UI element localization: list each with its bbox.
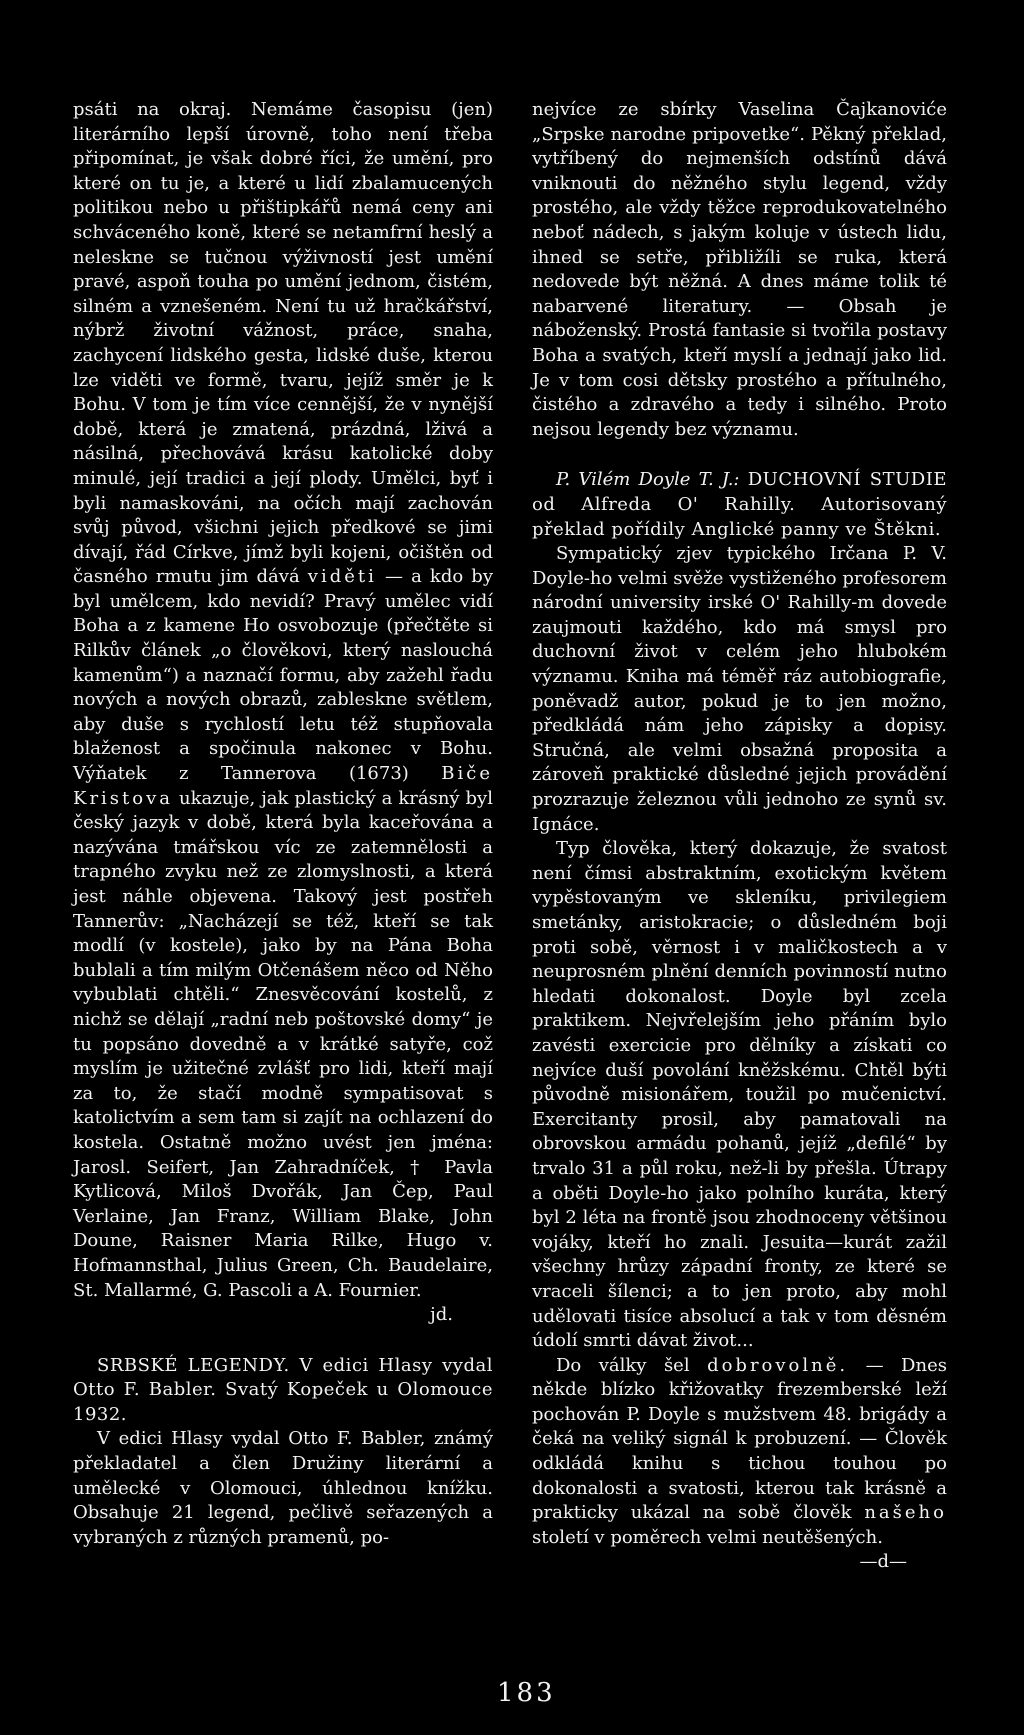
- text-run: — a kdo by byl umělcem, kdo nevidí? Pravý umělec vidí Boha a z kamene Ho osvobozuje (přečtěte si Rilkův článek „o člověkovi, který naslouchá kamenům“) a naznačí formu, aby zažehl řadu nových a nových obrazů, zableskne světlem, aby duše s rychlostí letu též stupňovala blaženost a spočinula nakonec v Bohu. Výňatek z Tannerova (1673): [73, 566, 493, 785]
- text-run: ukazuje, jak plastický a krásný byl český jazyk v době, která byla kaceřována a nazývána tmářskou víc ze zatemnělosti a trapného zvyku než ze zlomyslnosti, a která jest náhle objevena. Takový jest postřeh Tannerův: „Nacházejí se též, kteří se tak modlí (v kostele), jako by na Pána Boha bublali a tím milým Otčenášem něco od Něho vybublati chtěli.“ Znesvěcování kostelů, z nichž se dělají „radní neb poštovské domy“ je tu popsáno dovedně a v krátké satyře, což myslím je užitečné zvlášť pro lidi, kteří mají za to, že stačí modně sympatisovat s katolictvím a sem tam si zajít na ochlazení do kostela. Ostatně možno uvést jen jména: Jarosl. Seifert, Jan Zahradníček, † Pavla Kytlicová, Miloš Dvořák, Jan Čep, Paul Verlaine, Jan Franz, William Blake, John Doune, Raisner Maria Rilke, Hugo v. Hofmannsthal, Julius Green, Ch. Baudelaire, St. Mallarmé, G. Pascoli a A. Fournier.: [73, 787, 493, 1301]
- paragraph: Typ člověka, který dokazuje, že svatost není čímsi abstraktním, exotickým květem vypěstovaným ve skleníku, privilegiem smetánky, aristokracie; o důsledném boji proti sobě, věrnost i v maličkostech a v neuprosném plnění denních povinností nutno hledati dokonalost. Doyle byl zcela praktikem. Nejvřelejším jeho přáním bylo zavésti exercicie pro dělníky a získati co nejvíce duší povolání kněžskému. Chtěl býti původně misionářem, toužil po mučenictví. Exercitanty prosil, aby pamatovali na obrovskou armádu pohanů, jejíž „defilé“ by trvalo 31 a půl roku, než-li by přešla. Útrapy a oběti Doyle-ho jako polního kuráta, který byl 2 léta na frontě jsou zhodnoceny většinou vojáky, kteří ho znali. Jesuita—kurát zažil všechny hrůzy západní fronty, ze které se vraceli šílenci; a to jen proto, aby mohl udělovati tisíce absolucí a tak v tom děsném údolí smrti dávat život...: [532, 838, 947, 1352]
- text-run: století v poměrech velmi neutěšených.: [532, 1526, 883, 1548]
- signature: —d—: [859, 1551, 907, 1573]
- paragraph: nejvíce ze sbírky Vaselina Čajkanoviće „Srpske narodne pripovetke“. Pěkný překlad, vytříbený do nejmenších odstínů dává vniknouti do něžného stylu legend, vždy prostého, ale vždy těžce reprodukovatelného neboť nádech, s jakým koluje v ústech lidu, ihned se setře, přibližíli se ruka, která nedovede být něžná. A dnes máme tolik té nabarvené literatury. — Obsah je náboženský. Prostá fantasie si tvořila postavy Boha a svatých, kteří myslí a jednají jako lid. Je v tom cosi dětsky prostého a přítulného, čistého a zdravého a tedy i silného. Proto nejsou legendy bez významu.: [532, 99, 947, 440]
- review-heading: SRBSKÉ LEGENDY. V edici Hlasy vydal Otto F. Babler. Svatý Kopeček u Olomouce 1932.: [73, 1354, 493, 1425]
- emphasis: dobrovolně.: [707, 1354, 849, 1376]
- emphasis: našeho: [864, 1502, 947, 1524]
- review-heading: [532, 468, 947, 542]
- text-run: psáti na okraj. Nemáme časopisu (jen) literárního lepší úrovně, toho není třeba připomínat, je však dobré říci, že umění, pro které on tu je, a které u lidí zbalamucených politikou nebo u přištipkářů nemá ceny ani schváceného koně, které se netamfrní heslý a neleskne se tučnou výživností jest umění pravé, aspoň touha po umění jednom, čistém, silném a vznešeném. Není tu už hračkářství, nýbrž životní vážnost, práce, snaha, zachycení lidského gesta, lidské duše, kterou lze viděti ve formě, tvaru, jejíž směr je k Bohu. V tom je tím více cennější, že v nynější době, která je zmatená, prázdná, lživá a násilná, přechovává krásu katolické doby minulé, její tradici a její plody. Umělci, byť i byli namaskováni, na očích mají zachován svůj původ, všichni jejich předkové se jimi dívají, řád Církve, jímž byli kojeni, očištěn od časného rmutu jim dává: [73, 99, 493, 588]
- paragraph: Sympatický zjev typického Irčana P. V. Doyle-ho velmi svěže vystiženého profesorem národní university irské O' Rahilly-m dovede zaujmouti každého, kdo má smysl pro duchovní život v celém jeho hlubokém významu. Kniha má téměř ráz autobiografie, poněvadž autor, pokud je to jen možno, předkládá nám jeho zápisky a dopisy. Stručná, ale velmi obsažná proposita a zároveň praktické důsledné jejich provádění prozrazuje železnou vůli jednoho ze synů sv. Ignáce.: [532, 543, 947, 835]
- paragraph: [73, 98, 493, 1303]
- signature: jd.: [430, 1304, 453, 1326]
- left-column: [73, 98, 493, 1550]
- text-run: — Dnes někde blízko křižovatky frezemberské leží pochován P. Doyle s mužstvem 48. brigády a čeká na veliký signál k probuzení. — Člověk odkládá knihu s tichou touhou po dokonalosti a svatosti, kterou tak krásně a prakticky ukázal na sobě člověk: [532, 1354, 947, 1524]
- emphasis: viděti: [307, 566, 377, 588]
- review-title: DUCHOVNÍ STUDIE od Alfreda O' Rahilly. Autorisovaný překlad pořídily Anglické panny ve Štěkni.: [532, 469, 947, 540]
- right-column: [532, 98, 947, 1575]
- paragraph: [532, 1354, 947, 1551]
- emphasis: Biče Kristova: [73, 763, 493, 809]
- page-number: 183: [497, 1678, 556, 1708]
- paragraph: V edici Hlasy vydal Otto F. Babler, známý překladatel a člen Družiny literární a umělecké v Olomouci, úhlednou knížku. Obsahuje 21 legend, pečlivě seřazených a vybraných z různých pramenů, po-: [73, 1428, 493, 1548]
- text-run: Do války šel: [556, 1354, 690, 1376]
- review-author: P. Vilém Doyle T. J.:: [556, 469, 740, 491]
